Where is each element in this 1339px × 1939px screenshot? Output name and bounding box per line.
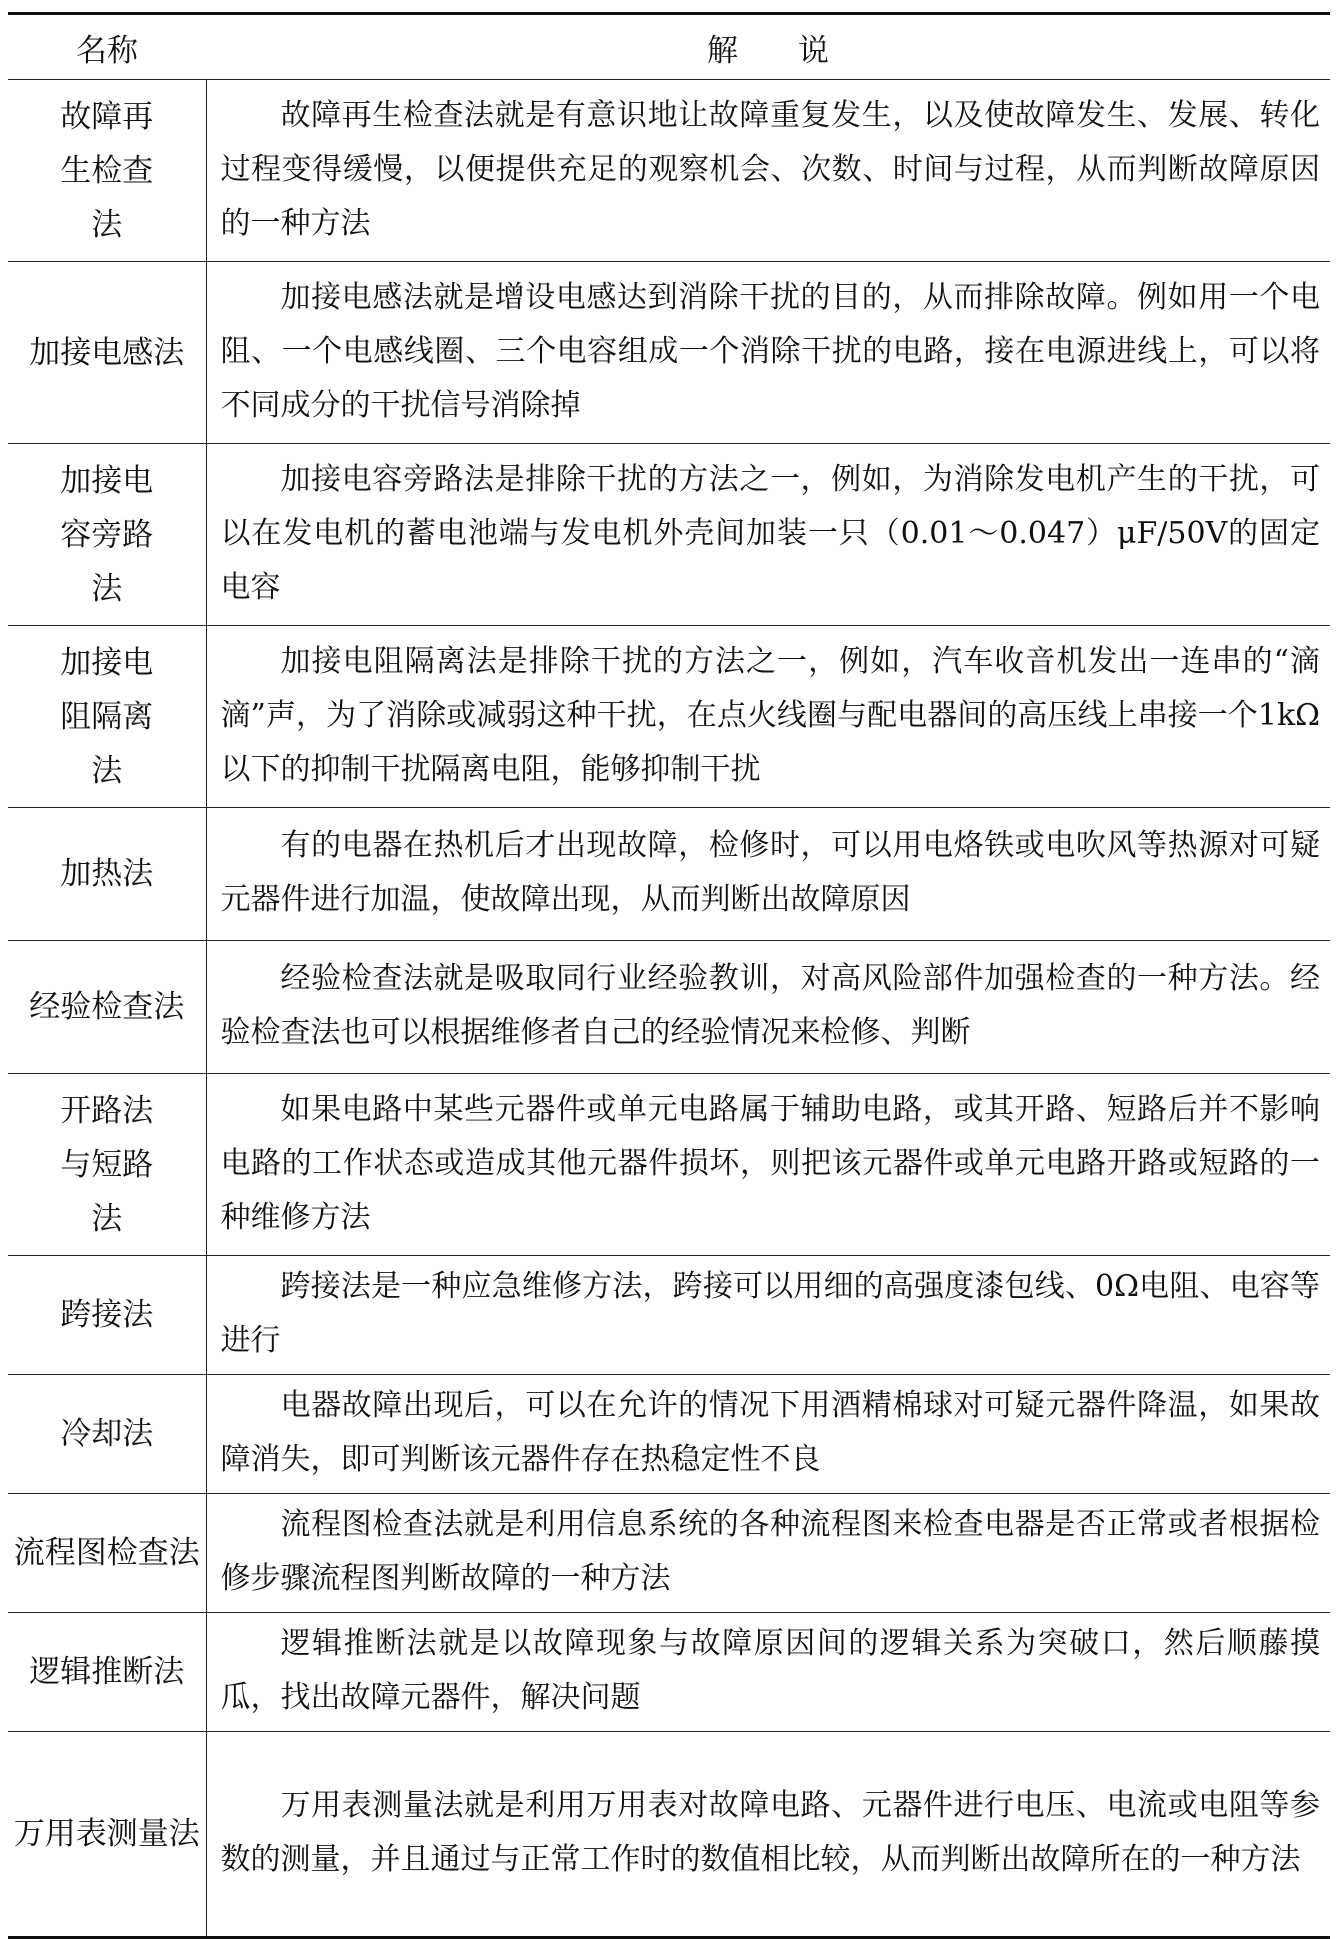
method-description: 流程图检查法就是利用信息系统的各种流程图来检查电器是否正常或者根据检修步骤流程图判断故障的一种方法: [206, 1494, 1330, 1613]
method-description: 电器故障出现后，可以在允许的情况下用酒精棉球对可疑元器件降温，如果故障消失，即可判断该元器件存在热稳定性不良: [206, 1375, 1330, 1494]
method-name: 冷却法: [60, 1416, 154, 1452]
table-row: [8, 1074, 1330, 1256]
table-row: [8, 1613, 1330, 1732]
method-description: 有的电器在热机后才出现故障，检修时，可以用电烙铁或电吹风等热源对可疑元器件进行加温，使故障出现，从而判断出故障原因: [206, 808, 1330, 941]
method-name: 加热法: [60, 856, 154, 892]
table-row: [8, 808, 1330, 941]
method-name: 加接电感法: [29, 334, 185, 371]
method-name: 经验检查法: [29, 989, 185, 1025]
methods-table: [8, 12, 1330, 1939]
method-name: 开路法与短路法: [60, 1092, 154, 1237]
table-row: [8, 1732, 1330, 1938]
method-description: 加接电感法就是增设电感达到消除干扰的目的，从而排除故障。例如用一个电阻、一个电感线圈、三个电容组成一个消除干扰的电路，接在电源进线上，可以将不同成分的干扰信号消除掉: [206, 262, 1330, 444]
header-name: 名称: [8, 14, 206, 80]
table-row: [8, 262, 1330, 444]
method-description: 加接电阻隔离法是排除干扰的方法之一，例如，汽车收音机发出一连串的“滴滴”声，为了消除或减弱这种干扰，在点火线圈与配电器间的高压线上串接一个1kΩ以下的抑制干扰隔离电阻，能够抑制干扰: [206, 626, 1330, 808]
method-name: 故障再生检查法: [60, 98, 154, 243]
table-row: [8, 941, 1330, 1074]
method-description: 万用表测量法就是利用万用表对故障电路、元器件进行电压、电流或电阻等参数的测量，并且通过与正常工作时的数值相比较，从而判断出故障所在的一种方法: [206, 1732, 1330, 1938]
method-name: 逻辑推断法: [29, 1654, 185, 1690]
header-description: 解说: [206, 14, 1330, 80]
method-description: 经验检查法就是吸取同行业经验教训，对高风险部件加强检查的一种方法。经验检查法也可以根据维修者自己的经验情况来检修、判断: [206, 941, 1330, 1074]
table-row: [8, 1256, 1330, 1375]
method-description: 如果电路中某些元器件或单元电路属于辅助电路，或其开路、短路后并不影响电路的工作状态或造成其他元器件损坏，则把该元器件或单元电路开路或短路的一种维修方法: [206, 1074, 1330, 1256]
table-row: [8, 444, 1330, 626]
table-row: [8, 80, 1330, 262]
method-description: 故障再生检查法就是有意识地让故障重复发生，以及使故障发生、发展、转化过程变得缓慢，以便提供充足的观察机会、次数、时间与过程，从而判断故障原因的一种方法: [206, 80, 1330, 262]
table-row: [8, 1494, 1330, 1613]
table-row: [8, 1375, 1330, 1494]
method-description: 加接电容旁路法是排除干扰的方法之一，例如，为消除发电机产生的干扰，可以在发电机的蓄电池端与发电机外壳间加装一只（0.01～0.047）μF/50V的固定电容: [206, 444, 1330, 626]
method-name: 加接电阻隔离法: [60, 644, 154, 789]
table-row: [8, 626, 1330, 808]
table-header-row: [8, 14, 1330, 80]
method-name: 流程图检查法: [13, 1535, 200, 1571]
method-name: 万用表测量法: [13, 1816, 200, 1852]
method-description: 跨接法是一种应急维修方法，跨接可以用细的高强度漆包线、0Ω电阻、电容等进行: [206, 1256, 1330, 1375]
method-name: 跨接法: [60, 1297, 154, 1333]
method-name: 加接电容旁路法: [60, 462, 154, 607]
method-description: 逻辑推断法就是以故障现象与故障原因间的逻辑关系为突破口，然后顺藤摸瓜，找出故障元器件，解决问题: [206, 1613, 1330, 1732]
